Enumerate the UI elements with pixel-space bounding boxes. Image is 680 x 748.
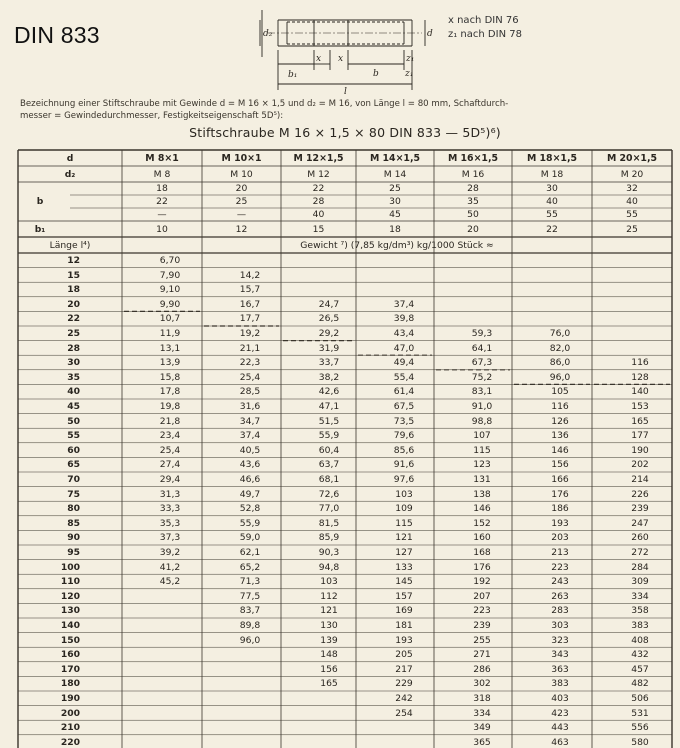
- weight-value: 42,6: [318, 386, 340, 398]
- weight-value: 46,6: [239, 474, 261, 485]
- weight-value: 309: [631, 576, 649, 588]
- length-value: 200: [60, 707, 80, 719]
- weight-value: 156: [320, 663, 338, 675]
- b-value: 22: [156, 196, 168, 207]
- weight-value: 408: [631, 634, 649, 646]
- weight-value: 531: [631, 707, 649, 719]
- length-value: 95: [67, 547, 80, 558]
- weight-value: 71,3: [239, 576, 261, 588]
- weight-value: 133: [395, 561, 413, 573]
- b1-label: b₁: [288, 70, 298, 80]
- description-line-1: Bezeichnung einer Stiftschraube mit Gewinde d = M 16 × 1,5 und d₂ = M 16, von Länge l = 80 mm, Schaftdurch-: [20, 99, 509, 109]
- b-value: —: [236, 209, 247, 220]
- weight-value: 82,0: [549, 342, 571, 354]
- weight-value: 193: [395, 634, 413, 646]
- weight-value: 59,0: [239, 532, 261, 544]
- column-header: M 16×1,5: [447, 153, 499, 164]
- weight-value: 19,2: [239, 328, 261, 339]
- weight-value: 105: [551, 386, 569, 398]
- length-value: 15: [67, 269, 80, 281]
- weight-value: 37,3: [159, 532, 181, 544]
- b1-value: 18: [389, 224, 401, 235]
- length-value: 55: [67, 430, 80, 442]
- length-value: 140: [60, 620, 80, 631]
- length-value: 85: [67, 517, 80, 529]
- weight-value: 247: [631, 517, 649, 529]
- weight-value: 223: [473, 605, 491, 617]
- weight-value: 145: [395, 576, 413, 588]
- weight-value: 176: [473, 561, 491, 573]
- column-header: M 20×1,5: [606, 153, 658, 164]
- weight-value: 318: [473, 693, 491, 704]
- weight-value: 25,4: [239, 371, 261, 383]
- weight-value: 37,4: [239, 430, 261, 442]
- d2-value: M 20: [620, 169, 644, 180]
- weight-value: 77,5: [239, 590, 261, 602]
- weight-value: 47,1: [318, 401, 340, 412]
- weight-value: 96,0: [239, 634, 261, 646]
- weight-value: 131: [473, 474, 491, 485]
- weight-value: 283: [551, 605, 569, 617]
- b1-value: 10: [156, 224, 168, 235]
- weight-value: 29,4: [159, 474, 181, 485]
- column-header: M 8×1: [145, 153, 179, 164]
- length-value: 100: [60, 561, 80, 573]
- weight-value: 19,8: [159, 401, 181, 412]
- weight-value: 443: [551, 722, 569, 734]
- d-label: d: [427, 29, 433, 39]
- d2-value: M 14: [383, 169, 407, 180]
- weight-value: 140: [631, 386, 649, 398]
- weight-value: 17,8: [159, 386, 181, 398]
- weight-value: 126: [551, 415, 569, 427]
- weight-value: 23,4: [159, 430, 181, 442]
- weight-value: 136: [551, 430, 569, 442]
- weight-value: 40,5: [239, 444, 261, 456]
- weight-value: 242: [395, 693, 413, 704]
- designation-description: [20, 99, 670, 122]
- weight-value: 21,8: [159, 415, 181, 427]
- weight-value: 168: [473, 547, 491, 558]
- z1-label: z₁: [406, 54, 415, 64]
- weight-value: 24,7: [318, 298, 340, 310]
- length-value: 65: [67, 459, 80, 471]
- weight-value: 97,6: [393, 474, 415, 485]
- weight-value: 383: [631, 620, 649, 631]
- weight-value: 43,4: [393, 328, 415, 339]
- weight-value: 85,6: [393, 444, 415, 456]
- weight-value: 7,90: [159, 269, 181, 281]
- weight-value: 116: [631, 357, 649, 369]
- weight-value: 239: [631, 503, 649, 515]
- weight-value: 255: [473, 634, 491, 646]
- length-value: 20: [67, 298, 80, 310]
- b-value: 28: [312, 196, 325, 207]
- weight-value: 63,7: [318, 459, 340, 471]
- b-value: 50: [467, 209, 479, 220]
- weight-value: 35,3: [159, 517, 181, 529]
- b1-value: 12: [235, 224, 248, 235]
- weight-value: 79,6: [393, 430, 415, 442]
- length-value: 190: [60, 693, 80, 704]
- weight-value: 39,8: [393, 313, 415, 325]
- weight-value: 39,2: [159, 547, 181, 558]
- weight-value: 482: [631, 678, 649, 690]
- weight-value: 14,2: [239, 269, 261, 281]
- b-value: 32: [626, 183, 638, 194]
- weight-value: 148: [320, 649, 338, 661]
- weight-value: 165: [631, 415, 649, 427]
- length-value: 60: [67, 444, 80, 456]
- weight-value: 21,1: [239, 342, 261, 354]
- b-value: 18: [156, 183, 168, 194]
- weight-value: 90,3: [318, 547, 340, 558]
- row-label-d2: d₂: [64, 169, 76, 180]
- weight-value: 73,5: [393, 415, 415, 427]
- length-value: 40: [67, 386, 80, 398]
- length-value: 80: [67, 503, 80, 515]
- x-label: x: [316, 54, 322, 64]
- length-value: 50: [67, 415, 80, 427]
- weight-value: 123: [473, 459, 491, 471]
- weight-value: 64,1: [471, 342, 493, 354]
- length-value: 75: [67, 488, 80, 500]
- b-value: 55: [626, 209, 638, 220]
- length-value: 150: [60, 634, 80, 646]
- column-header: M 12×1,5: [293, 153, 344, 164]
- weight-value: 16,7: [239, 298, 261, 310]
- note-z1: z₁ nach DIN 78: [448, 29, 522, 40]
- weight-value: 31,6: [239, 401, 261, 412]
- weight-value: 169: [395, 605, 413, 617]
- weight-value: 217: [395, 663, 413, 675]
- weight-value: 86,0: [549, 357, 571, 369]
- b-value: 45: [389, 209, 401, 220]
- weight-value: 47,0: [393, 342, 415, 354]
- figure-notes: [448, 14, 522, 42]
- weight-value: 203: [551, 532, 569, 544]
- length-value: 18: [67, 284, 80, 296]
- weight-value: 52,8: [239, 503, 261, 515]
- weight-value: 22,3: [239, 357, 261, 369]
- row-label-d: d: [66, 153, 74, 164]
- weight-value: 68,1: [318, 474, 340, 485]
- weight-value: 121: [395, 532, 413, 544]
- weight-value: 59,3: [471, 328, 493, 339]
- length-value: 220: [60, 736, 80, 748]
- length-value: 160: [60, 649, 80, 661]
- weight-value: 213: [551, 547, 569, 558]
- weight-value: 193: [551, 517, 569, 529]
- weight-value: 302: [473, 678, 491, 690]
- weight-value: 432: [631, 649, 649, 661]
- description-line-2: messer = Gewindedurchmesser, Festigkeitseigenschaft 5D⁵):: [20, 110, 284, 121]
- weight-value: 77,0: [318, 503, 340, 515]
- weight-value: 17,7: [239, 313, 261, 325]
- weight-value: 28,5: [239, 386, 261, 398]
- length-value: 22: [67, 313, 80, 325]
- designation-example: Stiftschraube M 16 × 1,5 × 80 DIN 833 — 5D⁵)⁶): [189, 125, 501, 140]
- weight-value: 334: [473, 707, 491, 719]
- weight-value: 343: [551, 649, 569, 661]
- b-value: 25: [389, 183, 401, 194]
- weight-value: 33,3: [159, 503, 181, 515]
- weight-value: 271: [473, 649, 491, 661]
- weight-value: 31,9: [318, 342, 340, 354]
- weight-value: 190: [631, 444, 649, 456]
- weight-value: 139: [320, 634, 338, 646]
- weight-value: 83,7: [239, 605, 261, 617]
- b1-value: 20: [467, 224, 479, 235]
- b-value: 30: [389, 196, 401, 207]
- weight-value: 60,4: [318, 444, 340, 456]
- page-title: DIN 833: [14, 22, 100, 48]
- length-value: 35: [67, 371, 80, 383]
- weight-value: 365: [473, 736, 491, 748]
- b1-value: 22: [546, 224, 558, 235]
- note-x: x nach DIN 76: [448, 15, 519, 26]
- weight-value: 580: [631, 736, 649, 748]
- length-value: 25: [67, 328, 80, 339]
- weight-value: 272: [631, 547, 649, 558]
- weight-value: 463: [551, 736, 569, 748]
- b-value: 28: [467, 183, 479, 194]
- weight-value: 457: [631, 663, 649, 675]
- length-value: 70: [67, 474, 80, 485]
- weight-value: 349: [473, 722, 491, 734]
- weight-value: 207: [473, 590, 491, 602]
- b-value: 22: [312, 183, 325, 194]
- b-value: 25: [235, 196, 248, 207]
- weight-header: Gewicht ⁷) (7,85 kg/dm³) kg/1000 Stück ≈: [300, 240, 494, 251]
- weight-value: 34,7: [239, 415, 261, 427]
- weight-value: 303: [551, 620, 569, 631]
- weight-value: 9,90: [159, 298, 181, 310]
- row-label-b: b: [36, 196, 44, 207]
- weight-value: 176: [551, 488, 569, 500]
- d2-label: d₂: [263, 29, 273, 39]
- weight-value: 286: [473, 663, 491, 675]
- weight-value: 62,1: [239, 547, 261, 558]
- b-value: 35: [467, 196, 479, 207]
- length-value: 30: [67, 357, 80, 369]
- weight-value: 15,8: [159, 371, 181, 383]
- weight-value: 165: [320, 678, 338, 690]
- row-label-b1: b₁: [34, 224, 46, 235]
- weight-value: 146: [473, 503, 491, 515]
- weight-value: 43,6: [239, 459, 261, 471]
- weight-value: 11,9: [159, 328, 181, 339]
- weight-value: 153: [631, 401, 649, 412]
- weight-value: 107: [473, 430, 491, 442]
- length-value: 90: [67, 532, 80, 544]
- weight-value: 67,5: [393, 401, 415, 412]
- column-header: M 10×1: [221, 153, 262, 164]
- d2-value: M 12: [307, 169, 330, 180]
- weight-value: 91,6: [393, 459, 415, 471]
- weight-value: 89,8: [239, 620, 261, 631]
- length-value: 130: [60, 605, 80, 617]
- length-value: 120: [60, 590, 80, 602]
- d2-value: M 8: [153, 169, 171, 180]
- b-value: —: [157, 209, 167, 220]
- length-value: 28: [67, 342, 80, 354]
- b-value: 30: [546, 183, 558, 194]
- weight-value: 55,9: [318, 430, 340, 442]
- weight-value: 94,8: [318, 561, 340, 573]
- weight-value: 65,2: [239, 561, 261, 573]
- length-value: 210: [60, 722, 80, 734]
- weight-value: 383: [551, 678, 569, 690]
- b-value: 40: [312, 209, 325, 220]
- weight-value: 81,5: [318, 517, 340, 529]
- weight-value: 38,2: [318, 371, 340, 383]
- b-label: b: [373, 69, 379, 79]
- length-value: 12: [67, 255, 80, 266]
- b-value: 40: [626, 196, 638, 207]
- weight-value: 29,2: [318, 328, 340, 339]
- stud-bolt-diagram: [252, 2, 437, 96]
- b-value: 20: [235, 183, 248, 194]
- length-value: 170: [60, 663, 80, 675]
- l-label: l: [344, 87, 347, 97]
- weight-value: 115: [473, 444, 491, 456]
- weight-value: 10,7: [159, 313, 181, 325]
- weight-value: 260: [631, 532, 649, 544]
- length-value: 110: [60, 576, 80, 588]
- column-header: M 14×1,5: [369, 153, 421, 164]
- weight-value: 358: [631, 605, 649, 617]
- weight-value: 49,7: [239, 488, 261, 500]
- weight-value: 166: [551, 474, 569, 485]
- x-label-2: x: [338, 54, 344, 64]
- weight-value: 31,3: [159, 488, 181, 500]
- weight-value: 76,0: [549, 328, 571, 339]
- weight-value: 13,1: [159, 342, 181, 354]
- row-label-laenge: Länge l⁴): [49, 240, 91, 251]
- weight-value: 85,9: [318, 532, 340, 544]
- weight-value: 186: [551, 503, 569, 515]
- weight-value: 83,1: [471, 386, 493, 398]
- weight-value: 192: [473, 576, 491, 588]
- weight-value: 6,70: [159, 255, 181, 266]
- length-value: 45: [67, 401, 80, 412]
- weight-value: 138: [473, 488, 491, 500]
- weight-value: 13,9: [159, 357, 181, 369]
- weight-value: 9,10: [159, 284, 181, 296]
- weight-value: 205: [395, 649, 413, 661]
- weight-value: 323: [551, 634, 569, 646]
- weight-value: 109: [395, 503, 413, 515]
- weight-value: 556: [631, 722, 649, 734]
- b-value: 40: [546, 196, 558, 207]
- weight-value: 214: [631, 474, 649, 485]
- weight-value: 67,3: [471, 357, 493, 369]
- length-value: 180: [60, 678, 80, 690]
- weight-value: 229: [395, 678, 413, 690]
- d2-value: M 18: [540, 169, 564, 180]
- weight-value: 254: [395, 707, 413, 719]
- weight-value: 75,2: [471, 371, 493, 383]
- weight-value: 103: [395, 488, 413, 500]
- weight-value: 15,7: [239, 284, 261, 296]
- weight-value: 506: [631, 693, 649, 704]
- weight-value: 152: [473, 517, 491, 529]
- b1-value: 25: [626, 224, 638, 235]
- weight-value: 103: [320, 576, 338, 588]
- weight-value: 128: [631, 371, 649, 383]
- weight-value: 116: [551, 401, 569, 412]
- d2-value: M 10: [230, 169, 253, 180]
- weight-value: 202: [631, 459, 649, 471]
- weight-value: 25,4: [159, 444, 181, 456]
- weight-value: 45,2: [159, 576, 181, 588]
- column-header: M 18×1,5: [526, 153, 578, 164]
- weight-value: 157: [395, 590, 413, 602]
- b1-value: 15: [312, 224, 325, 235]
- weight-value: 181: [395, 620, 413, 631]
- weight-value: 146: [551, 444, 569, 456]
- weight-value: 49,4: [393, 357, 415, 369]
- weight-value: 51,5: [318, 415, 340, 427]
- weight-value: 284: [631, 561, 649, 573]
- weight-value: 115: [395, 517, 413, 529]
- weight-value: 423: [551, 707, 569, 719]
- weight-value: 177: [631, 430, 649, 442]
- weight-value: 403: [551, 693, 569, 704]
- d2-value: M 16: [461, 169, 485, 180]
- weight-value: 243: [551, 576, 569, 588]
- weight-value: 223: [551, 561, 569, 573]
- z1-label-2: z₁: [405, 69, 414, 79]
- weight-value: 127: [395, 547, 413, 558]
- weight-value: 72,6: [318, 488, 340, 500]
- weight-value: 26,5: [318, 313, 340, 325]
- weight-value: 61,4: [393, 386, 415, 398]
- weight-value: 55,4: [393, 371, 415, 383]
- weight-value: 130: [320, 620, 338, 631]
- weight-value: 263: [551, 590, 569, 602]
- weight-value: 239: [473, 620, 491, 631]
- weight-value: 226: [631, 488, 649, 500]
- weight-value: 33,7: [318, 357, 340, 369]
- weight-value: 41,2: [159, 561, 181, 573]
- weight-value: 96,0: [549, 371, 571, 383]
- weight-value: 156: [551, 459, 569, 471]
- weight-value: 363: [551, 663, 569, 675]
- weight-value: 27,4: [159, 459, 181, 471]
- weight-value: 55,9: [239, 517, 261, 529]
- weight-value: 91,0: [471, 401, 493, 412]
- weight-value: 121: [320, 605, 338, 617]
- weight-value: 112: [320, 590, 338, 602]
- weight-value: 98,8: [471, 415, 493, 427]
- weight-value: 160: [473, 532, 491, 544]
- weight-value: 334: [631, 590, 649, 602]
- b-value: 55: [546, 209, 558, 220]
- weight-value: 37,4: [393, 298, 415, 310]
